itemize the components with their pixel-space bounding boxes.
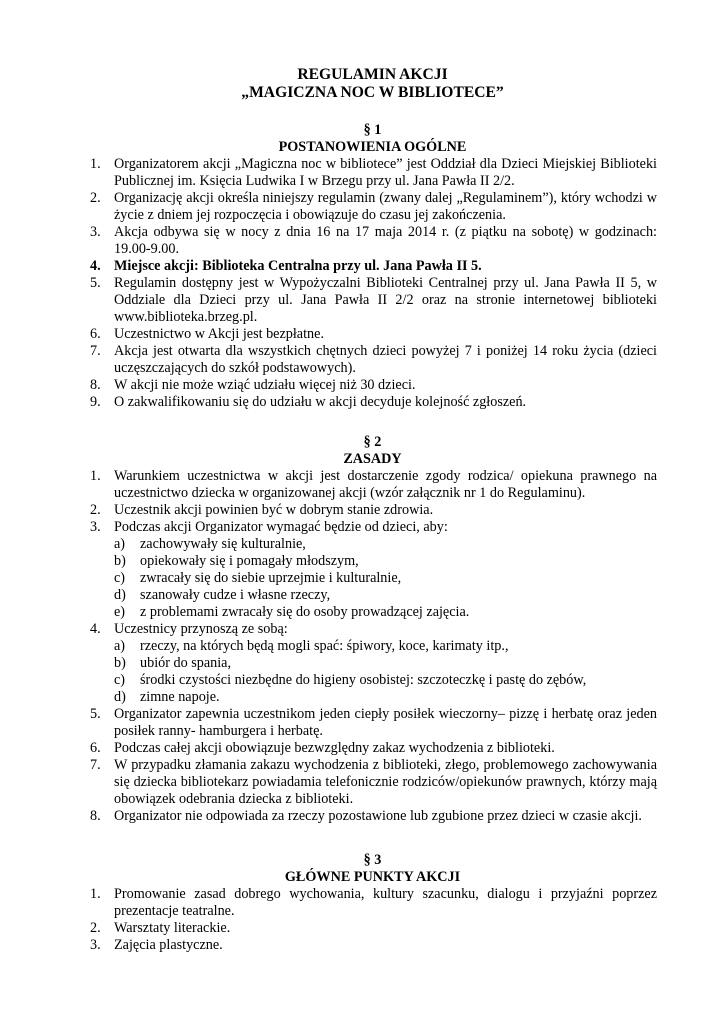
document-title-line-1: REGULAMIN AKCJI	[297, 66, 448, 83]
list-item-text: W akcji nie może wziąć udziału więcej niż 30 dzieci.	[114, 377, 416, 393]
document-content	[88, 66, 657, 954]
sub-list-item-letter: b)	[114, 655, 126, 671]
section-number: § 1	[363, 122, 382, 138]
list-item-number: 6.	[90, 326, 101, 342]
list-item-text: Akcja jest otwarta dla wszystkich chętnych dzieci powyżej 7 i poniżej 14 roku życia (dzieci uczęszczających do szkół podstawowych).	[114, 343, 657, 376]
section-1	[88, 122, 657, 411]
list-item-number: 3.	[90, 224, 101, 240]
list-item	[88, 394, 657, 411]
sub-list-item	[114, 655, 657, 672]
sub-list-item-letter: d)	[114, 587, 126, 603]
sub-list-item	[114, 553, 657, 570]
list-item	[88, 326, 657, 343]
list-item-number: 4.	[90, 621, 101, 637]
list-item	[88, 757, 657, 808]
section-title: ZASADY	[343, 451, 402, 467]
sub-list-item-text: ubiór do spania,	[140, 655, 232, 671]
list-item	[88, 343, 657, 377]
sub-list-item	[114, 536, 657, 553]
list-item-text: Uczestnik akcji powinien być w dobrym stanie zdrowia.	[114, 502, 434, 518]
list-item	[88, 519, 657, 621]
sub-list-item-text: rzeczy, na których będą mogli spać: śpiwory, koce, karimaty itp.,	[140, 638, 509, 654]
list-item	[88, 920, 657, 937]
list-item	[88, 740, 657, 757]
sub-list-item	[114, 638, 657, 655]
sub-item-list	[114, 536, 657, 621]
list-item-text: Organizatorem akcji „Magiczna noc w bibliotece” jest Oddział dla Dzieci Miejskiej Biblioteki Publicznej im. Księcia Ludwika I w Brzegu przy ul. Jana Pawła II 2/2.	[114, 156, 657, 189]
list-item	[88, 886, 657, 920]
sub-list-item-text: środki czystości niezbędne do higieny osobistej: szczoteczkę i pastę do zębów,	[140, 672, 587, 688]
list-item	[88, 937, 657, 954]
sub-list-item	[114, 587, 657, 604]
sub-list-item-letter: d)	[114, 689, 126, 705]
list-item-text: Promowanie zasad dobrego wychowania, kultury szacunku, dialogu i przyjaźni poprzez prezentacje teatralne.	[114, 886, 657, 919]
list-item-number: 5.	[90, 275, 101, 291]
sub-list-item-letter: a)	[114, 638, 126, 654]
sub-list-item-text: opiekowały się i pomagały młodszym,	[140, 553, 359, 569]
list-item-number: 9.	[90, 394, 101, 410]
list-item	[88, 156, 657, 190]
sub-list-item	[114, 672, 657, 689]
section-item-list	[88, 886, 657, 954]
list-item-number: 8.	[90, 808, 101, 824]
list-item-text: Zajęcia plastyczne.	[114, 937, 223, 953]
list-item-text: Warsztaty literackie.	[114, 920, 231, 936]
list-item-number: 3.	[90, 519, 101, 535]
list-item	[88, 468, 657, 502]
list-item-text: O zakwalifikowaniu się do udziału w akcji decyduje kolejność zgłoszeń.	[114, 394, 527, 410]
list-item	[88, 808, 657, 825]
list-item	[88, 190, 657, 224]
sub-list-item-letter: b)	[114, 553, 126, 569]
sub-list-item-letter: a)	[114, 536, 126, 552]
sub-list-item-text: zachowywały się kulturalnie,	[140, 536, 306, 552]
list-item-text: Miejsce akcji: Biblioteka Centralna przy ul. Jana Pawła II 5.	[114, 258, 482, 274]
sub-list-item-letter: e)	[114, 604, 126, 620]
list-item-number: 8.	[90, 377, 101, 393]
section-title: GŁÓWNE PUNKTY AKCJI	[284, 869, 461, 885]
list-item-number: 5.	[90, 706, 101, 722]
section-3	[88, 852, 657, 954]
list-item	[88, 502, 657, 519]
list-item-number: 3.	[90, 937, 101, 953]
sub-list-item	[114, 570, 657, 587]
list-item	[88, 706, 657, 740]
sub-list-item-text: szanowały cudze i własne rzeczy,	[140, 587, 331, 603]
sub-list-item-letter: c)	[114, 570, 126, 586]
list-item-text: Organizację akcji określa niniejszy regulamin (zwany dalej „Regulaminem”), który wchodzi w życie z dniem jej rozpoczęcia i obowiązuje do czasu jej zakończenia.	[114, 190, 657, 223]
list-item-text: Podczas całej akcji obowiązuje bezwzględny zakaz wychodzenia z biblioteki.	[114, 740, 555, 756]
list-item-text: Podczas akcji Organizator wymagać będzie od dzieci, aby:	[114, 519, 448, 535]
list-item-number: 6.	[90, 740, 101, 756]
sections-container	[88, 122, 657, 954]
section-title: POSTANOWIENIA OGÓLNE	[278, 139, 467, 155]
section-item-list	[88, 156, 657, 411]
sub-list-item-text: zimne napoje.	[140, 689, 220, 705]
sub-item-list	[114, 638, 657, 706]
document-title-line-2: „MAGICZNA NOC W BIBLIOTECE”	[241, 84, 504, 101]
list-item-number: 7.	[90, 757, 101, 773]
list-item-text: W przypadku złamania zakazu wychodzenia z biblioteki, złego, problemowego zachowywania się dziecka bibliotekarz powiadamia telefonicznie rodziców/opiekunów prawnych, którzy mają obowiązek odebrania dziecka z biblioteki.	[114, 757, 657, 807]
section-item-list	[88, 468, 657, 825]
section-2	[88, 434, 657, 825]
sub-list-item-text: z problemami zwracały się do osoby prowadzącej zajęcia.	[140, 604, 470, 620]
list-item-number: 1.	[90, 468, 101, 484]
list-item-text: Uczestnictwo w Akcji jest bezpłatne.	[114, 326, 324, 342]
list-item-text: Uczestnicy przynoszą ze sobą:	[114, 621, 288, 637]
list-item-number: 4.	[90, 258, 101, 274]
list-item	[88, 275, 657, 326]
section-number: § 3	[363, 852, 382, 868]
sub-list-item-letter: c)	[114, 672, 126, 688]
list-item-number: 1.	[90, 886, 101, 902]
list-item	[88, 377, 657, 394]
section-number: § 2	[363, 434, 382, 450]
list-item-text: Regulamin dostępny jest w Wypożyczalni Biblioteki Centralnej przy ul. Jana Pawła II 5, w Oddziale dla Dzieci przy ul. Jana Pawła II 2/2 oraz na stronie internetowej biblioteki www.biblioteka.brzeg.pl.	[114, 275, 657, 325]
list-item-text: Organizator zapewnia uczestnikom jeden ciepły posiłek wieczorny– pizzę i herbatę oraz jeden posiłek ranny- hamburgera i herbatę.	[114, 706, 657, 739]
list-item	[88, 621, 657, 706]
list-item-number: 7.	[90, 343, 101, 359]
sub-list-item-text: zwracały się do siebie uprzejmie i kulturalnie,	[140, 570, 402, 586]
list-item-text: Akcja odbywa się w nocy z dnia 16 na 17 maja 2014 r. (z piątku na sobotę) w godzinach: 19.00-9.00.	[114, 224, 657, 257]
list-item-number: 2.	[90, 190, 101, 206]
sub-list-item	[114, 689, 657, 706]
list-item	[88, 258, 657, 275]
list-item-number: 2.	[90, 920, 101, 936]
sub-list-item	[114, 604, 657, 621]
list-item	[88, 224, 657, 258]
list-item-number: 2.	[90, 502, 101, 518]
list-item-text: Organizator nie odpowiada za rzeczy pozostawione lub zgubione przez dzieci w czasie akcji.	[114, 808, 642, 824]
list-item-number: 1.	[90, 156, 101, 172]
list-item-text: Warunkiem uczestnictwa w akcji jest dostarczenie zgody rodzica/ opiekuna prawnego na uczestnictwo dziecka w organizowanej akcji (wzór załącznik nr 1 do Regulaminu).	[114, 468, 657, 501]
